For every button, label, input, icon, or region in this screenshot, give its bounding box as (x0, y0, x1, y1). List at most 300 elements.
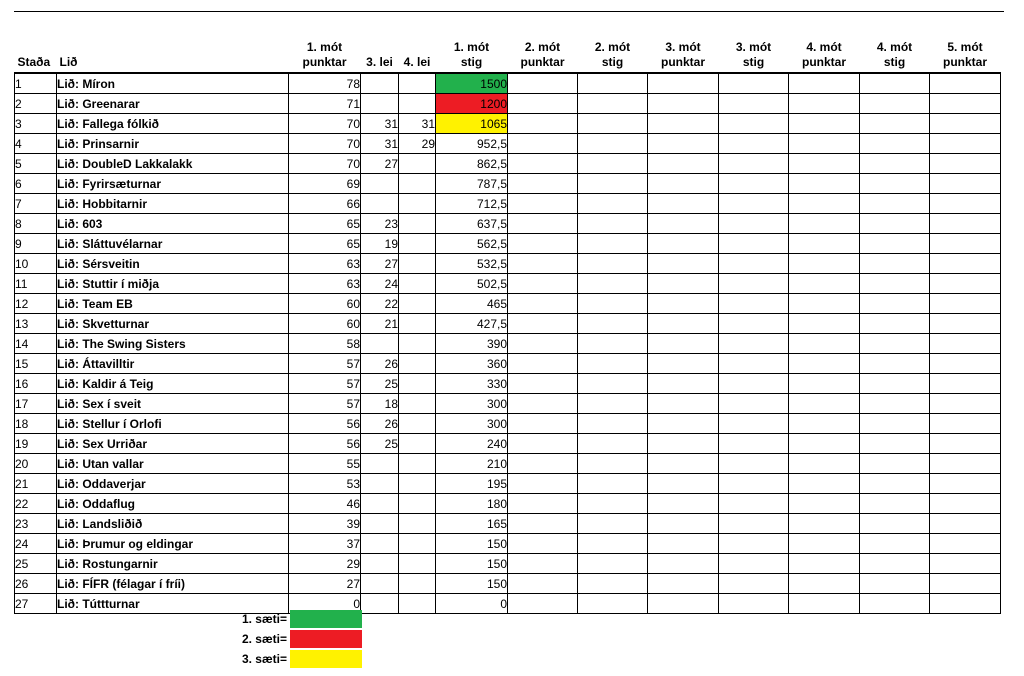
cell-mot2-stig[interactable] (578, 214, 648, 234)
cell-mot2-stig[interactable] (578, 73, 648, 94)
cell-mot1-stig[interactable]: 637,5 (436, 214, 508, 234)
cell-mot4-punktar[interactable] (789, 314, 860, 334)
cell-mot4-stig[interactable] (860, 194, 930, 214)
cell-rank[interactable]: 11 (15, 274, 57, 294)
cell-mot3-punktar[interactable] (648, 414, 719, 434)
cell-mot2-punktar[interactable] (508, 554, 578, 574)
cell-mot1-punktar[interactable]: 0 (289, 594, 361, 614)
cell-mot5-punktar[interactable] (930, 294, 1001, 314)
cell-mot2-stig[interactable] (578, 354, 648, 374)
cell-mot3-punktar[interactable] (648, 594, 719, 614)
cell-team[interactable]: Lið: Skvetturnar (57, 314, 289, 334)
cell-lei4[interactable] (399, 254, 436, 274)
cell-team[interactable]: Lið: Míron (57, 73, 289, 94)
cell-mot3-punktar[interactable] (648, 354, 719, 374)
cell-mot2-punktar[interactable] (508, 514, 578, 534)
cell-mot1-stig[interactable]: 1500 (436, 73, 508, 94)
cell-mot1-punktar[interactable]: 78 (289, 73, 361, 94)
cell-mot5-punktar[interactable] (930, 394, 1001, 414)
cell-mot5-punktar[interactable] (930, 214, 1001, 234)
cell-mot2-stig[interactable] (578, 494, 648, 514)
cell-mot1-punktar[interactable]: 69 (289, 174, 361, 194)
cell-mot1-stig[interactable]: 952,5 (436, 134, 508, 154)
cell-mot2-punktar[interactable] (508, 254, 578, 274)
cell-mot2-stig[interactable] (578, 514, 648, 534)
cell-mot2-stig[interactable] (578, 334, 648, 354)
cell-mot1-punktar[interactable]: 57 (289, 394, 361, 414)
cell-mot3-stig[interactable] (719, 334, 789, 354)
cell-mot2-punktar[interactable] (508, 534, 578, 554)
cell-mot3-stig[interactable] (719, 194, 789, 214)
cell-mot1-punktar[interactable]: 55 (289, 454, 361, 474)
cell-rank[interactable]: 20 (15, 454, 57, 474)
cell-mot4-stig[interactable] (860, 354, 930, 374)
cell-mot4-punktar[interactable] (789, 94, 860, 114)
cell-mot1-stig[interactable]: 360 (436, 354, 508, 374)
cell-mot3-stig[interactable] (719, 514, 789, 534)
cell-mot4-stig[interactable] (860, 494, 930, 514)
cell-lei3[interactable] (361, 194, 399, 214)
cell-team[interactable]: Lið: Rostungarnir (57, 554, 289, 574)
cell-mot4-stig[interactable] (860, 594, 930, 614)
cell-rank[interactable]: 21 (15, 474, 57, 494)
cell-mot2-stig[interactable] (578, 194, 648, 214)
cell-mot3-stig[interactable] (719, 174, 789, 194)
cell-mot1-punktar[interactable]: 57 (289, 374, 361, 394)
cell-rank[interactable]: 23 (15, 514, 57, 534)
cell-lei4[interactable]: 31 (399, 114, 436, 134)
cell-mot1-stig[interactable]: 465 (436, 294, 508, 314)
cell-lei4[interactable] (399, 574, 436, 594)
cell-lei4[interactable] (399, 174, 436, 194)
cell-mot2-stig[interactable] (578, 114, 648, 134)
cell-team[interactable]: Lið: Landsliðið (57, 514, 289, 534)
cell-mot2-punktar[interactable] (508, 454, 578, 474)
cell-lei4[interactable] (399, 154, 436, 174)
cell-mot1-punktar[interactable]: 65 (289, 214, 361, 234)
cell-lei3[interactable] (361, 594, 399, 614)
cell-mot4-stig[interactable] (860, 414, 930, 434)
cell-mot2-punktar[interactable] (508, 214, 578, 234)
cell-team[interactable]: Lið: Áttavilltir (57, 354, 289, 374)
cell-mot3-stig[interactable] (719, 294, 789, 314)
cell-lei3[interactable]: 23 (361, 214, 399, 234)
cell-mot4-punktar[interactable] (789, 554, 860, 574)
cell-lei4[interactable] (399, 94, 436, 114)
cell-mot4-punktar[interactable] (789, 374, 860, 394)
cell-team[interactable]: Lið: 603 (57, 214, 289, 234)
cell-rank[interactable]: 26 (15, 574, 57, 594)
cell-lei4[interactable] (399, 73, 436, 94)
cell-mot3-punktar[interactable] (648, 574, 719, 594)
cell-mot2-punktar[interactable] (508, 154, 578, 174)
cell-lei3[interactable]: 27 (361, 254, 399, 274)
cell-team[interactable]: Lið: Hobbitarnir (57, 194, 289, 214)
cell-mot4-punktar[interactable] (789, 134, 860, 154)
cell-mot2-punktar[interactable] (508, 194, 578, 214)
cell-mot2-stig[interactable] (578, 414, 648, 434)
cell-mot4-punktar[interactable] (789, 354, 860, 374)
cell-rank[interactable]: 9 (15, 234, 57, 254)
cell-mot4-punktar[interactable] (789, 334, 860, 354)
cell-mot2-punktar[interactable] (508, 414, 578, 434)
cell-mot3-punktar[interactable] (648, 94, 719, 114)
cell-mot2-stig[interactable] (578, 374, 648, 394)
cell-mot2-punktar[interactable] (508, 174, 578, 194)
cell-mot1-stig[interactable]: 390 (436, 334, 508, 354)
cell-mot1-punktar[interactable]: 71 (289, 94, 361, 114)
cell-team[interactable]: Lið: Team EB (57, 294, 289, 314)
cell-mot3-punktar[interactable] (648, 494, 719, 514)
cell-lei4[interactable] (399, 474, 436, 494)
cell-mot2-punktar[interactable] (508, 474, 578, 494)
cell-mot5-punktar[interactable] (930, 534, 1001, 554)
cell-lei3[interactable]: 27 (361, 154, 399, 174)
cell-mot3-stig[interactable] (719, 94, 789, 114)
cell-mot4-punktar[interactable] (789, 534, 860, 554)
cell-rank[interactable]: 2 (15, 94, 57, 114)
cell-mot4-punktar[interactable] (789, 474, 860, 494)
cell-mot3-stig[interactable] (719, 494, 789, 514)
cell-lei4[interactable] (399, 294, 436, 314)
cell-lei3[interactable] (361, 174, 399, 194)
cell-mot2-stig[interactable] (578, 474, 648, 494)
cell-mot1-punktar[interactable]: 27 (289, 574, 361, 594)
cell-lei4[interactable] (399, 454, 436, 474)
cell-mot5-punktar[interactable] (930, 154, 1001, 174)
cell-mot3-stig[interactable] (719, 154, 789, 174)
cell-mot1-punktar[interactable]: 70 (289, 154, 361, 174)
cell-rank[interactable]: 4 (15, 134, 57, 154)
cell-mot3-punktar[interactable] (648, 174, 719, 194)
cell-mot4-punktar[interactable] (789, 154, 860, 174)
cell-lei4[interactable] (399, 394, 436, 414)
cell-mot2-punktar[interactable] (508, 314, 578, 334)
cell-mot5-punktar[interactable] (930, 454, 1001, 474)
cell-mot5-punktar[interactable] (930, 594, 1001, 614)
cell-mot2-punktar[interactable] (508, 94, 578, 114)
cell-mot4-stig[interactable] (860, 114, 930, 134)
cell-lei3[interactable]: 24 (361, 274, 399, 294)
cell-mot4-stig[interactable] (860, 314, 930, 334)
cell-mot4-stig[interactable] (860, 334, 930, 354)
cell-mot4-punktar[interactable] (789, 254, 860, 274)
cell-mot1-punktar[interactable]: 37 (289, 534, 361, 554)
cell-mot4-stig[interactable] (860, 274, 930, 294)
cell-mot1-stig[interactable]: 862,5 (436, 154, 508, 174)
cell-mot4-punktar[interactable] (789, 274, 860, 294)
cell-mot1-stig[interactable]: 787,5 (436, 174, 508, 194)
cell-mot1-stig[interactable]: 150 (436, 554, 508, 574)
cell-mot4-stig[interactable] (860, 294, 930, 314)
cell-lei3[interactable]: 18 (361, 394, 399, 414)
cell-lei3[interactable]: 26 (361, 354, 399, 374)
cell-mot2-punktar[interactable] (508, 73, 578, 94)
cell-mot2-punktar[interactable] (508, 354, 578, 374)
cell-mot5-punktar[interactable] (930, 194, 1001, 214)
cell-mot3-punktar[interactable] (648, 214, 719, 234)
cell-mot2-stig[interactable] (578, 554, 648, 574)
cell-lei4[interactable] (399, 594, 436, 614)
cell-lei4[interactable] (399, 414, 436, 434)
cell-rank[interactable]: 3 (15, 114, 57, 134)
cell-mot1-punktar[interactable]: 56 (289, 414, 361, 434)
cell-lei3[interactable]: 21 (361, 314, 399, 334)
cell-mot4-punktar[interactable] (789, 574, 860, 594)
cell-mot3-stig[interactable] (719, 274, 789, 294)
cell-mot4-punktar[interactable] (789, 514, 860, 534)
cell-rank[interactable]: 6 (15, 174, 57, 194)
cell-mot4-stig[interactable] (860, 214, 930, 234)
cell-mot4-punktar[interactable] (789, 394, 860, 414)
cell-lei4[interactable] (399, 314, 436, 334)
cell-mot3-punktar[interactable] (648, 134, 719, 154)
cell-rank[interactable]: 14 (15, 334, 57, 354)
cell-mot2-stig[interactable] (578, 394, 648, 414)
cell-mot4-stig[interactable] (860, 534, 930, 554)
cell-mot3-punktar[interactable] (648, 334, 719, 354)
cell-mot2-stig[interactable] (578, 454, 648, 474)
cell-mot5-punktar[interactable] (930, 134, 1001, 154)
cell-mot1-punktar[interactable]: 70 (289, 114, 361, 134)
cell-mot3-stig[interactable] (719, 254, 789, 274)
cell-mot5-punktar[interactable] (930, 354, 1001, 374)
cell-lei3[interactable]: 22 (361, 294, 399, 314)
cell-mot1-stig[interactable]: 240 (436, 434, 508, 454)
cell-mot4-punktar[interactable] (789, 114, 860, 134)
cell-mot4-stig[interactable] (860, 134, 930, 154)
cell-mot2-stig[interactable] (578, 314, 648, 334)
cell-mot5-punktar[interactable] (930, 94, 1001, 114)
cell-lei3[interactable]: 31 (361, 134, 399, 154)
cell-mot4-stig[interactable] (860, 554, 930, 574)
cell-mot3-stig[interactable] (719, 594, 789, 614)
cell-lei4[interactable] (399, 494, 436, 514)
cell-mot3-punktar[interactable] (648, 254, 719, 274)
cell-lei3[interactable] (361, 494, 399, 514)
cell-mot4-stig[interactable] (860, 174, 930, 194)
cell-mot1-punktar[interactable]: 53 (289, 474, 361, 494)
cell-rank[interactable]: 1 (15, 73, 57, 94)
cell-team[interactable]: Lið: Túttturnar (57, 594, 289, 614)
cell-team[interactable]: Lið: The Swing Sisters (57, 334, 289, 354)
cell-mot3-stig[interactable] (719, 114, 789, 134)
cell-mot4-punktar[interactable] (789, 73, 860, 94)
cell-mot3-stig[interactable] (719, 414, 789, 434)
cell-mot3-punktar[interactable] (648, 434, 719, 454)
cell-mot5-punktar[interactable] (930, 474, 1001, 494)
cell-lei4[interactable] (399, 214, 436, 234)
cell-lei3[interactable] (361, 334, 399, 354)
cell-rank[interactable]: 5 (15, 154, 57, 174)
cell-rank[interactable]: 17 (15, 394, 57, 414)
cell-team[interactable]: Lið: Kaldir á Teig (57, 374, 289, 394)
cell-mot5-punktar[interactable] (930, 73, 1001, 94)
cell-lei4[interactable] (399, 434, 436, 454)
cell-mot1-punktar[interactable]: 46 (289, 494, 361, 514)
cell-mot1-stig[interactable]: 1200 (436, 94, 508, 114)
cell-mot3-punktar[interactable] (648, 314, 719, 334)
cell-mot1-stig[interactable]: 165 (436, 514, 508, 534)
cell-mot3-punktar[interactable] (648, 374, 719, 394)
cell-lei3[interactable] (361, 554, 399, 574)
cell-lei4[interactable] (399, 534, 436, 554)
cell-mot1-stig[interactable]: 150 (436, 534, 508, 554)
cell-team[interactable]: Lið: Oddaflug (57, 494, 289, 514)
cell-mot4-punktar[interactable] (789, 594, 860, 614)
cell-mot5-punktar[interactable] (930, 494, 1001, 514)
cell-mot1-stig[interactable]: 210 (436, 454, 508, 474)
cell-mot3-stig[interactable] (719, 234, 789, 254)
cell-mot3-stig[interactable] (719, 314, 789, 334)
cell-mot3-stig[interactable] (719, 374, 789, 394)
cell-lei4[interactable]: 29 (399, 134, 436, 154)
cell-mot1-stig[interactable]: 427,5 (436, 314, 508, 334)
cell-mot3-stig[interactable] (719, 73, 789, 94)
cell-lei3[interactable]: 31 (361, 114, 399, 134)
cell-mot1-punktar[interactable]: 57 (289, 354, 361, 374)
cell-mot5-punktar[interactable] (930, 314, 1001, 334)
cell-mot4-stig[interactable] (860, 514, 930, 534)
cell-lei4[interactable] (399, 334, 436, 354)
cell-mot1-punktar[interactable]: 70 (289, 134, 361, 154)
cell-rank[interactable]: 27 (15, 594, 57, 614)
cell-mot2-stig[interactable] (578, 174, 648, 194)
cell-rank[interactable]: 13 (15, 314, 57, 334)
cell-mot2-stig[interactable] (578, 294, 648, 314)
cell-mot2-punktar[interactable] (508, 334, 578, 354)
cell-mot1-stig[interactable]: 532,5 (436, 254, 508, 274)
cell-mot4-punktar[interactable] (789, 194, 860, 214)
cell-mot2-punktar[interactable] (508, 494, 578, 514)
cell-mot3-stig[interactable] (719, 354, 789, 374)
cell-lei3[interactable] (361, 454, 399, 474)
cell-team[interactable]: Lið: Oddaverjar (57, 474, 289, 494)
cell-mot1-stig[interactable]: 1065 (436, 114, 508, 134)
cell-team[interactable]: Lið: Sérsveitin (57, 254, 289, 274)
cell-lei3[interactable]: 25 (361, 374, 399, 394)
cell-rank[interactable]: 25 (15, 554, 57, 574)
cell-mot4-punktar[interactable] (789, 294, 860, 314)
cell-mot2-stig[interactable] (578, 434, 648, 454)
cell-mot3-punktar[interactable] (648, 554, 719, 574)
cell-mot3-stig[interactable] (719, 394, 789, 414)
cell-mot3-punktar[interactable] (648, 154, 719, 174)
cell-mot4-punktar[interactable] (789, 494, 860, 514)
cell-mot3-punktar[interactable] (648, 474, 719, 494)
cell-rank[interactable]: 12 (15, 294, 57, 314)
cell-mot5-punktar[interactable] (930, 434, 1001, 454)
cell-mot3-stig[interactable] (719, 134, 789, 154)
cell-rank[interactable]: 19 (15, 434, 57, 454)
cell-rank[interactable]: 7 (15, 194, 57, 214)
cell-mot1-punktar[interactable]: 29 (289, 554, 361, 574)
cell-mot3-punktar[interactable] (648, 294, 719, 314)
cell-rank[interactable]: 15 (15, 354, 57, 374)
cell-mot3-punktar[interactable] (648, 394, 719, 414)
cell-mot3-punktar[interactable] (648, 274, 719, 294)
cell-mot4-punktar[interactable] (789, 214, 860, 234)
cell-mot2-stig[interactable] (578, 594, 648, 614)
cell-mot2-stig[interactable] (578, 274, 648, 294)
cell-team[interactable]: Lið: Fallega fólkið (57, 114, 289, 134)
cell-mot3-punktar[interactable] (648, 534, 719, 554)
cell-mot1-stig[interactable]: 195 (436, 474, 508, 494)
cell-mot4-stig[interactable] (860, 434, 930, 454)
cell-mot1-punktar[interactable]: 60 (289, 314, 361, 334)
cell-mot3-stig[interactable] (719, 534, 789, 554)
cell-mot4-punktar[interactable] (789, 454, 860, 474)
cell-rank[interactable]: 8 (15, 214, 57, 234)
cell-mot1-punktar[interactable]: 63 (289, 254, 361, 274)
cell-mot1-stig[interactable]: 300 (436, 394, 508, 414)
cell-lei3[interactable]: 26 (361, 414, 399, 434)
cell-lei4[interactable] (399, 354, 436, 374)
cell-mot2-punktar[interactable] (508, 294, 578, 314)
cell-mot3-punktar[interactable] (648, 73, 719, 94)
cell-mot4-stig[interactable] (860, 474, 930, 494)
cell-mot2-stig[interactable] (578, 534, 648, 554)
cell-mot5-punktar[interactable] (930, 514, 1001, 534)
cell-rank[interactable]: 22 (15, 494, 57, 514)
cell-mot3-stig[interactable] (719, 454, 789, 474)
cell-mot2-stig[interactable] (578, 154, 648, 174)
cell-mot5-punktar[interactable] (930, 554, 1001, 574)
cell-lei3[interactable] (361, 73, 399, 94)
cell-lei4[interactable] (399, 234, 436, 254)
cell-mot3-punktar[interactable] (648, 514, 719, 534)
cell-mot3-stig[interactable] (719, 554, 789, 574)
cell-mot1-stig[interactable]: 300 (436, 414, 508, 434)
cell-mot1-punktar[interactable]: 56 (289, 434, 361, 454)
cell-mot3-punktar[interactable] (648, 194, 719, 214)
cell-mot4-punktar[interactable] (789, 414, 860, 434)
cell-mot4-punktar[interactable] (789, 174, 860, 194)
cell-mot1-punktar[interactable]: 63 (289, 274, 361, 294)
cell-mot4-stig[interactable] (860, 94, 930, 114)
cell-mot2-punktar[interactable] (508, 114, 578, 134)
cell-mot1-stig[interactable]: 562,5 (436, 234, 508, 254)
cell-mot5-punktar[interactable] (930, 414, 1001, 434)
cell-lei4[interactable] (399, 514, 436, 534)
cell-mot1-stig[interactable]: 150 (436, 574, 508, 594)
cell-mot2-punktar[interactable] (508, 234, 578, 254)
cell-mot1-punktar[interactable]: 66 (289, 194, 361, 214)
cell-mot4-stig[interactable] (860, 394, 930, 414)
cell-team[interactable]: Lið: Sláttuvélarnar (57, 234, 289, 254)
cell-lei3[interactable] (361, 474, 399, 494)
cell-lei3[interactable]: 19 (361, 234, 399, 254)
cell-mot3-punktar[interactable] (648, 234, 719, 254)
cell-rank[interactable]: 18 (15, 414, 57, 434)
cell-mot4-punktar[interactable] (789, 234, 860, 254)
cell-team[interactable]: Lið: DoubleD Lakkalakk (57, 154, 289, 174)
cell-team[interactable]: Lið: Greenarar (57, 94, 289, 114)
cell-mot3-stig[interactable] (719, 474, 789, 494)
cell-team[interactable]: Lið: FÍFR (félagar í fríi) (57, 574, 289, 594)
cell-mot3-stig[interactable] (719, 434, 789, 454)
cell-mot5-punktar[interactable] (930, 334, 1001, 354)
cell-lei3[interactable] (361, 514, 399, 534)
cell-team[interactable]: Lið: Stuttir í miðja (57, 274, 289, 294)
cell-team[interactable]: Lið: Þrumur og eldingar (57, 534, 289, 554)
cell-lei3[interactable] (361, 534, 399, 554)
cell-lei4[interactable] (399, 194, 436, 214)
cell-team[interactable]: Lið: Sex Urriðar (57, 434, 289, 454)
cell-mot5-punktar[interactable] (930, 114, 1001, 134)
cell-lei3[interactable] (361, 574, 399, 594)
cell-mot1-stig[interactable]: 180 (436, 494, 508, 514)
